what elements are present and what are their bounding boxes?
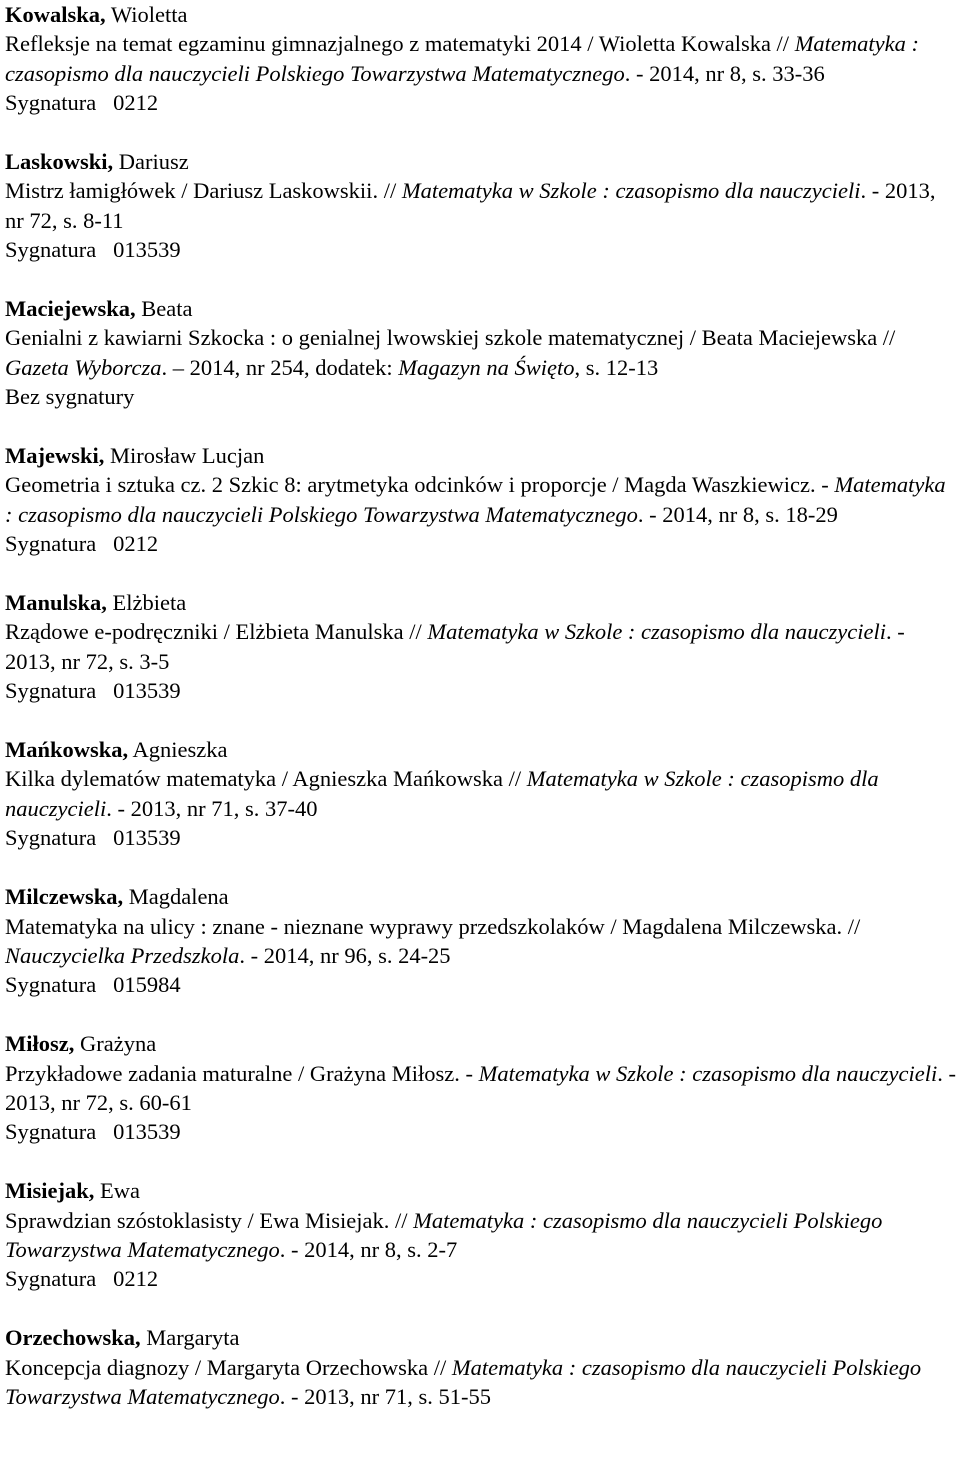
author-first-name: Grażyna bbox=[74, 1031, 157, 1057]
author-first-name: Mirosław Lucjan bbox=[104, 443, 265, 469]
bibliography-entry bbox=[5, 0, 956, 118]
reference-text: Mistrz łamigłówek / Dariusz Laskowskii. // bbox=[5, 178, 402, 204]
bibliography-entry bbox=[5, 882, 956, 1000]
author-first-name: Ewa bbox=[94, 1178, 140, 1204]
entry-reference bbox=[5, 176, 956, 235]
author-first-name: Agnieszka bbox=[128, 737, 228, 763]
bibliography-entry bbox=[5, 441, 956, 559]
reference-text: . - 2013, nr 72, s. 60-61 bbox=[5, 1060, 956, 1115]
author-last-name: Laskowski, bbox=[5, 149, 114, 175]
author-last-name: Milczewska, bbox=[5, 884, 124, 910]
reference-text: Kilka dylematów matematyka / Agnieszka Mańkowska // bbox=[5, 766, 527, 792]
entry-reference bbox=[5, 617, 956, 676]
author-first-name: Elżbieta bbox=[106, 590, 187, 616]
entry-author bbox=[5, 1323, 956, 1352]
bibliography-entry bbox=[5, 588, 956, 706]
bibliography-entry bbox=[5, 735, 956, 853]
entry-reference bbox=[5, 1059, 956, 1118]
author-first-name: Magdalena bbox=[123, 884, 229, 910]
entry-signature: Sygnatura 013539 bbox=[5, 825, 181, 851]
reference-source-title: Matematyka : czasopismo dla nauczycieli Polskiego Towarzystwa Matematycznego bbox=[5, 1354, 922, 1409]
author-last-name: Maciejewska, bbox=[5, 296, 136, 322]
entry-author bbox=[5, 588, 956, 617]
reference-text: Koncepcja diagnozy / Margaryta Orzechowska // bbox=[5, 1354, 452, 1380]
entry-reference bbox=[5, 1353, 956, 1412]
entry-reference bbox=[5, 912, 956, 971]
entry-author bbox=[5, 1176, 956, 1205]
author-last-name: Manulska, bbox=[5, 590, 107, 616]
reference-text: . - 2014, nr 8, s. 2-7 bbox=[279, 1236, 458, 1262]
reference-text: Refleksje na temat egzaminu gimnazjalnego z matematyki 2014 / Wioletta Kowalska // bbox=[5, 31, 795, 57]
entry-author bbox=[5, 735, 956, 764]
author-first-name: Wioletta bbox=[105, 2, 188, 27]
author-last-name: Majewski, bbox=[5, 443, 105, 469]
entry-reference bbox=[5, 323, 956, 382]
reference-text: . - 2013, nr 71, s. 51-55 bbox=[279, 1383, 492, 1409]
entry-signature: Sygnatura 013539 bbox=[5, 237, 181, 263]
author-last-name: Orzechowska, bbox=[5, 1325, 141, 1351]
reference-text: . - 2013, nr 72, s. 3-5 bbox=[5, 619, 905, 674]
reference-text: Geometria i sztuka cz. 2 Szkic 8: arytmetyka odcinków i proporcje / Magda Waszkiewicz. - bbox=[5, 472, 835, 498]
reference-source-title: Matematyka : czasopismo dla nauczycieli Polskiego Towarzystwa Matematycznego bbox=[5, 1207, 883, 1262]
author-last-name: Kowalska, bbox=[5, 2, 106, 27]
bibliography-entry bbox=[5, 1176, 956, 1294]
bibliography-entry bbox=[5, 1323, 956, 1411]
reference-text: , s. 12-13 bbox=[574, 354, 659, 380]
reference-source-title: Magazyn na Święto bbox=[398, 354, 575, 380]
reference-source-title: Nauczycielka Przedszkola bbox=[5, 942, 240, 968]
reference-source-title: Gazeta Wyborcza bbox=[5, 354, 162, 380]
entry-signature: Bez sygnatury bbox=[5, 384, 135, 410]
entry-author bbox=[5, 147, 956, 176]
entry-author bbox=[5, 441, 956, 470]
entry-author bbox=[5, 0, 956, 29]
author-first-name: Beata bbox=[135, 296, 193, 322]
author-last-name: Mańkowska, bbox=[5, 737, 129, 763]
entry-signature: Sygnatura 0212 bbox=[5, 531, 159, 557]
entry-reference bbox=[5, 470, 956, 529]
reference-source-title: Matematyka : czasopismo dla nauczycieli Polskiego Towarzystwa Matematycznego bbox=[5, 472, 946, 527]
bibliography-entry bbox=[5, 294, 956, 412]
reference-source-title: Matematyka w Szkole : czasopismo dla nauczycieli bbox=[478, 1060, 938, 1086]
reference-text: . - 2013, nr 71, s. 37-40 bbox=[106, 795, 318, 821]
entry-reference bbox=[5, 29, 956, 88]
reference-source-title: Matematyka w Szkole : czasopismo dla nauczycieli bbox=[427, 619, 887, 645]
entry-signature: Sygnatura 013539 bbox=[5, 678, 181, 704]
reference-source-title: Matematyka : czasopismo dla nauczycieli Polskiego Towarzystwa Matematycznego bbox=[5, 31, 920, 86]
entry-signature: Sygnatura 015984 bbox=[5, 972, 181, 998]
entry-author bbox=[5, 294, 956, 323]
entry-signature: Sygnatura 013539 bbox=[5, 1119, 181, 1145]
reference-text: . - 2014, nr 8, s. 33-36 bbox=[624, 60, 825, 86]
bibliography-entry bbox=[5, 147, 956, 265]
reference-text: . - 2014, nr 96, s. 24-25 bbox=[239, 942, 451, 968]
reference-text: . - 2013, nr 72, s. 8-11 bbox=[5, 178, 936, 233]
entry-signature: Sygnatura 0212 bbox=[5, 1266, 159, 1292]
author-last-name: Misiejak, bbox=[5, 1178, 95, 1204]
reference-text: . – 2014, nr 254, dodatek: bbox=[161, 354, 399, 380]
entry-reference bbox=[5, 764, 956, 823]
entry-reference bbox=[5, 1206, 956, 1265]
reference-text: Matematyka na ulicy : znane - nieznane wyprawy przedszkolaków / Magdalena Milczewska. // bbox=[5, 913, 861, 939]
reference-source-title: Matematyka w Szkole : czasopismo dla nauczycieli bbox=[5, 766, 879, 821]
reference-text: Genialni z kawiarni Szkocka : o genialnej lwowskiej szkole matematycznej / Beata Maciejewska // bbox=[5, 325, 896, 351]
author-first-name: Margaryta bbox=[140, 1325, 240, 1351]
author-last-name: Miłosz, bbox=[5, 1031, 75, 1057]
reference-text: Rządowe e-podręczniki / Elżbieta Manulska // bbox=[5, 619, 428, 645]
reference-text: Przykładowe zadania maturalne / Grażyna Miłosz. - bbox=[5, 1060, 479, 1086]
reference-source-title: Matematyka w Szkole : czasopismo dla nauczycieli bbox=[401, 178, 861, 204]
entry-author bbox=[5, 1029, 956, 1058]
reference-text: Sprawdzian szóstoklasisty / Ewa Misiejak. // bbox=[5, 1207, 414, 1233]
entry-author bbox=[5, 882, 956, 911]
entry-signature: Sygnatura 0212 bbox=[5, 90, 159, 116]
reference-text: . - 2014, nr 8, s. 18-29 bbox=[637, 501, 838, 527]
bibliography-entry bbox=[5, 1029, 956, 1147]
author-first-name: Dariusz bbox=[113, 149, 189, 175]
